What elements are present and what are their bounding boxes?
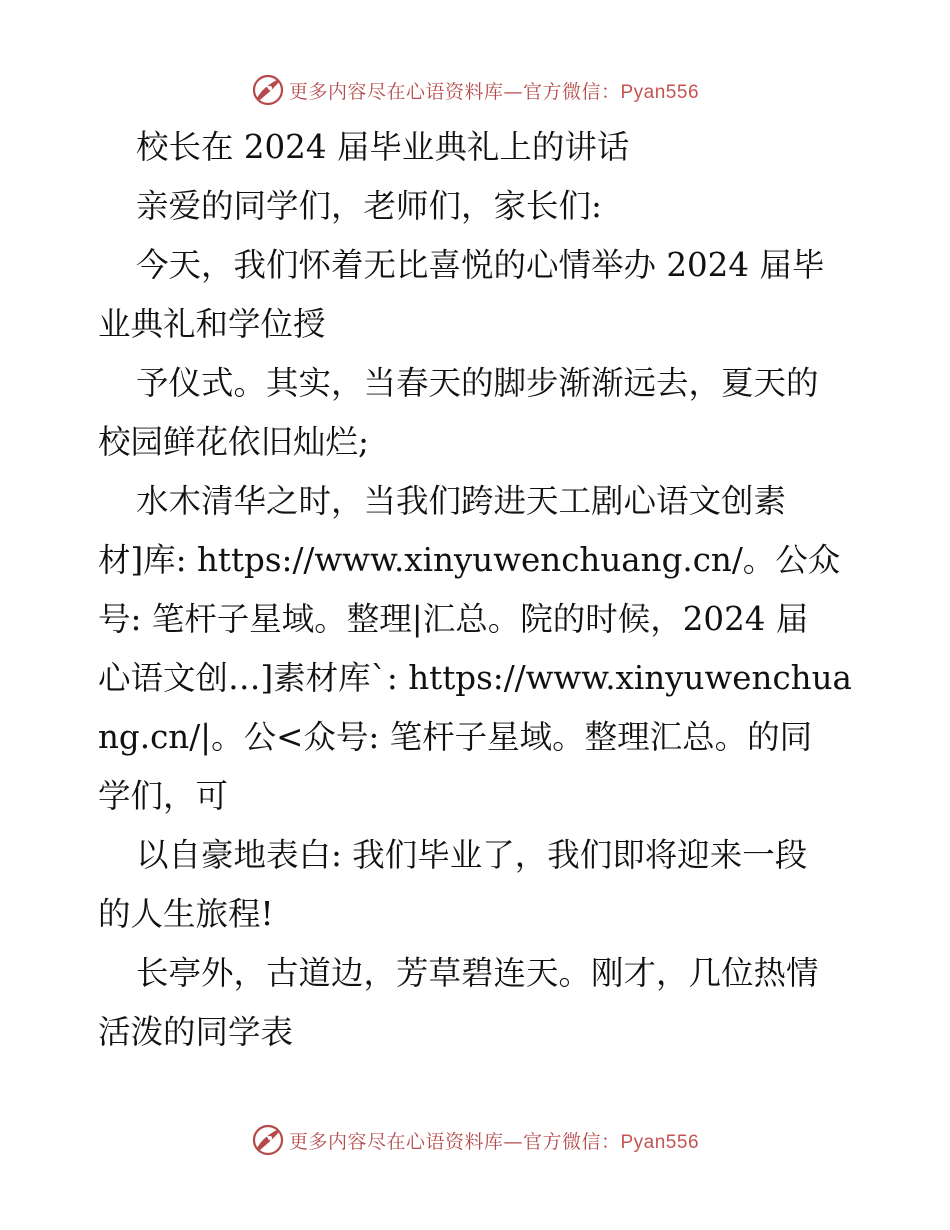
footer-banner (0, 1120, 950, 1160)
pen-nib-logo-icon (251, 73, 285, 107)
paragraph-line: 校园鲜花依旧灿烂; (98, 423, 369, 461)
salutation-line: 亲爱的同学们，老师们，家长们: (136, 187, 602, 225)
paragraph-line: 材]库: https://www.xinyuwenchuang.cn/。公众 (98, 541, 841, 579)
footer-banner-wechat-id: Pyan556 (620, 1131, 700, 1153)
paragraph-line: 水木清华之时，当我们跨进天工剧心语文创素 (136, 482, 787, 520)
footer-banner-cn: 更多内容尽在心语资料库—官方微信： (288, 1130, 621, 1153)
paragraph-line: 号: 笔杆子星域。整理|汇总。院的时候，2024 届 (98, 600, 809, 638)
header-banner-cn: 更多内容尽在心语资料库—官方微信： (288, 80, 621, 103)
footer-banner-text (289, 1127, 699, 1154)
header-banner-text (289, 77, 699, 104)
paragraph-line: 予仪式。其实，当春天的脚步渐渐远去，夏天的 (136, 364, 819, 402)
paragraph-line: 活泼的同学表 (98, 1013, 294, 1051)
pen-nib-logo-icon (251, 1123, 285, 1157)
paragraph-line: ng.cn/|。公<众号: 笔杆子星域。整理汇总。的同 (98, 718, 813, 756)
paragraph-line: 的人生旅程! (98, 895, 274, 933)
header-banner (0, 70, 950, 110)
paragraph-line: 学们，可 (98, 777, 229, 815)
paragraph-line: 以自豪地表白: 我们毕业了，我们即将迎来一段 (136, 836, 808, 874)
header-banner-wechat-id: Pyan556 (620, 81, 700, 103)
document-title: 校长在 2024 届毕业典礼上的讲话 (136, 128, 630, 166)
paragraph-line: 长亭外，古道边，芳草碧连天。刚才，几位热情 (136, 954, 819, 992)
document-body (98, 118, 858, 1062)
paragraph-line: 心语文创…]素材库`: https://www.xinyuwenchua (98, 659, 852, 697)
paragraph-line: 业典礼和学位授 (98, 305, 326, 343)
paragraph-line: 今天，我们怀着无比喜悦的心情举办 2024 届毕 (136, 246, 825, 284)
